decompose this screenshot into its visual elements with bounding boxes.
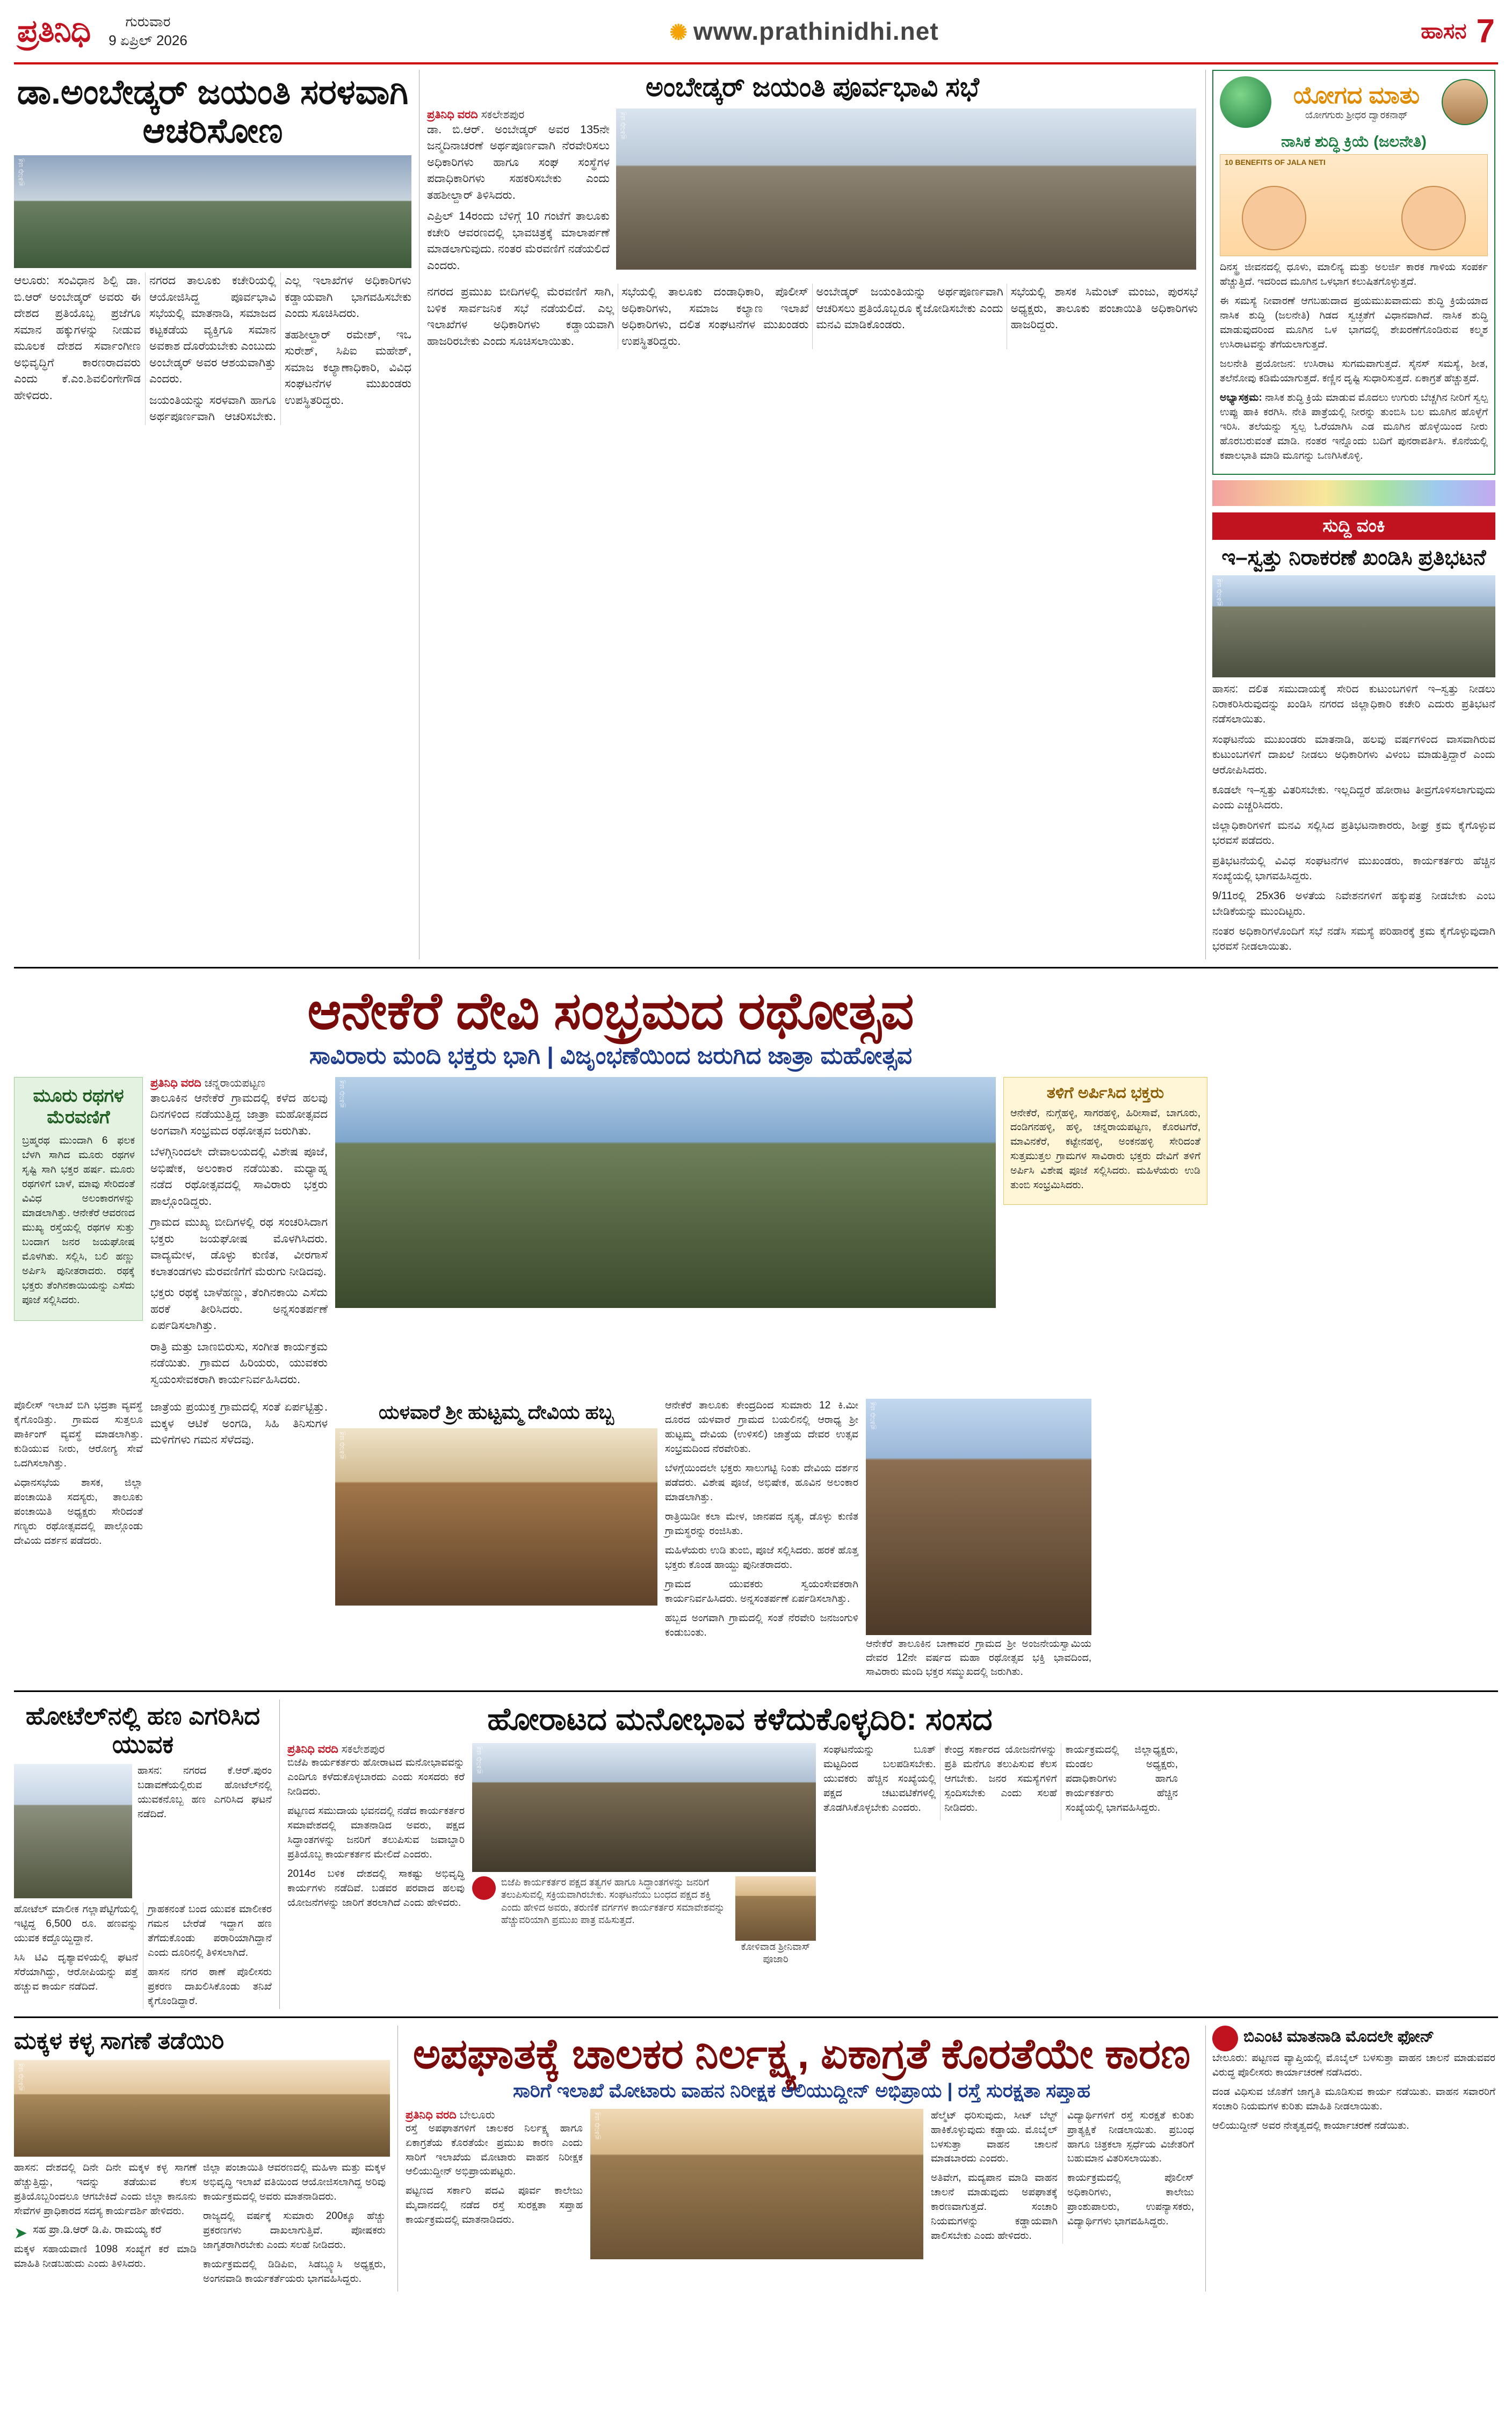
paragraph: ಕಾರ್ಯಕ್ರಮದಲ್ಲಿ ಜಿಲ್ಲಾಧ್ಯಕ್ಷರು, ಮಂಡಲ ಅಧ್ಯಕ್ಷರು, ಪದಾಧಿಕಾರಿಗಳು ಹಾಗೂ ಕಾರ್ಯಕರ್ತರು ಹೆಚ್ಚಿನ ಸಂಖ್ಯೆಯಲ್ಲಿ ಭಾಗವಹಿಸಿದ್ದರು.: [1065, 1744, 1178, 1813]
photo-credit: ಪ್ರತಿನಿಧಿ ಚಿತ್ರ: [337, 1432, 345, 1459]
paragraph: ಹಾಸನ ನಗರ ಠಾಣೆ ಪೊಲೀಸರು ಪ್ರಕರಣ ದಾಖಲಿಸಿಕೊಂಡು ತನಿಖೆ ಕೈಗೊಂಡಿದ್ದಾರೆ.: [148, 1966, 272, 2007]
paragraph: ಬೆಳಗ್ಗೆಯಿಂದಲೇ ಭಕ್ತರು ಸಾಲುಗಟ್ಟಿ ನಿಂತು ದೇವಿಯ ದರ್ಶನ ಪಡೆದರು. ವಿಶೇಷ ಪೂಜೆ, ಅಭಿಷೇಕ, ಹೂವಿನ ಅಲಂಕಾರ ಮಾಡಲಾಗಿತ್ತು.: [665, 1463, 858, 1503]
story1-body: [14, 272, 411, 425]
sudhi-body: [1212, 682, 1495, 955]
face-illustration-icon: [1242, 186, 1306, 250]
paragraph: ತಹಶೀಲ್ದಾರ್ ರಮೇಶ್, ಇಒ ಸುರೇಶ್, ಸಿಪಿಐ ಮಹೇಶ್, ಸಮಾಜ ಕಲ್ಯಾಣಾಧಿಕಾರಿ, ವಿವಿಧ ಸಂಘಟನೆಗಳ ಮುಖಂಡರು ಉಪಸ್ಥಿತರಿದ್ದರು.: [285, 328, 411, 407]
date: 9 ಏಪ್ರಿಲ್ 2026: [108, 32, 187, 48]
guru-avatar: [1442, 79, 1488, 125]
middle-section: [14, 1700, 1498, 2009]
paragraph: 2014ರ ಬಳಿಕ ದೇಶದಲ್ಲಿ ಸಾಕಷ್ಟು ಅಭಿವೃದ್ಧಿ ಕಾರ್ಯಗಳು ನಡೆದಿವೆ. ಬಡವರ ಪರವಾದ ಹಲವು ಯೋಜನೆಗಳನ್ನು ಜಾರಿಗೆ ತರಲಾಗಿದೆ ಎಂದು ಹೇಳಿದರು.: [287, 1868, 465, 1908]
tower-photo-caption: ಆನೇಕೆರೆ ತಾಲೂಕಿನ ಬಾಣಾವರ ಗ್ರಾಮದ ಶ್ರೀ ಅಂಜನೇಯಸ್ವಾಮಿಯ ದೇವರ 12ನೇ ವರ್ಷದ ಮಹಾ ರಥೋತ್ಸವ ಭಕ್ತಿ ಭಾವದಿಂದ, ಸಾವಿರಾರು ಮಂದಿ ಭಕ್ತರ ಸಮ್ಮುಖದಲ್ಲಿ ಜರುಗಿತು.: [866, 1638, 1091, 1678]
hotel-headline: ಹೋಟೆಲ್‌ನಲ್ಲಿ ಹಣ ಎಗರಿಸಿದ ಯುವಕ: [25, 1702, 261, 1759]
paragraph: ಕೂಡಲೇ ಇ–ಸ್ವತ್ತು ವಿತರಿಸಬೇಕು. ಇಲ್ಲದಿದ್ದರೆ ಹೋರಾಟ ತೀವ್ರಗೊಳಿಸಲಾಗುವುದು ಎಂದು ಎಚ್ಚರಿಸಿದರು.: [1212, 784, 1495, 812]
paragraph: ಸಂಘಟನೆಯ ಮುಖಂಡರು ಮಾತನಾಡಿ, ಹಲವು ವರ್ಷಗಳಿಂದ ವಾಸವಾಗಿರುವ ಕುಟುಂಬಗಳಿಗೆ ದಾಖಲೆ ನೀಡಲು ಅಧಿಕಾರಿಗಳು ವಿಳಂಬ ಮಾಡುತ್ತಿದ್ದಾರೆ ಎಂದು ಆರೋಪಿಸಿದರು.: [1212, 733, 1495, 776]
paragraph: ಜಯಂತಿಯನ್ನು ಸರಳವಾಗಿ ಹಾಗೂ ಅರ್ಥಪೂರ್ಣವಾಗಿ ಆಚರಿಸಬೇಕು. ಎಲ್ಲ ಇಲಾಖೆಗಳ ಅಧಿಕಾರಿಗಳು ಕಡ್ಡಾಯವಾಗಿ ಭಾಗವಹಿಸಬೇಕು ಎಂದು ಸೂಚಿಸಿದರು.: [149, 274, 411, 423]
yoga-subtitle: ಯೋಗಗುರು ಶ್ರೀಧರ ದ್ವಾರಕನಾಥ್: [1305, 109, 1408, 120]
byline-label: ಪ್ರತಿನಿಧಿ ವರದಿ: [406, 2108, 457, 2121]
story-hotel: [14, 1700, 272, 2009]
paragraph: ನಗರದ ತಾಲೂಕು ಕಚೇರಿಯಲ್ಲಿ ಆಯೋಜಿಸಿದ್ದ ಪೂರ್ವಭಾವಿ ಸಭೆಯಲ್ಲಿ ಮಾತನಾಡಿ, ಸಮಾಜದ ಕಟ್ಟಕಡೆಯ ವ್ಯಕ್ತಿಗೂ ಸಮಾನ ಅವಕಾಶ ದೊರೆಯಬೇಕು ಎಂಬುದು ಅಂಬೇಡ್ಕರ್ ಅವರ ಆಶಯವಾಗಿತ್ತು ಎಂದರು.: [149, 274, 276, 386]
lead-continued-col-2: [150, 1399, 328, 1453]
paragraph: ಸಿಸಿ ಟಿವಿ ದೃಶ್ಯಾವಳಿಯಲ್ಲಿ ಘಟನೆ ಸೆರೆಯಾಗಿದ್ದು, ಆರೋಪಿಯನ್ನು ಪತ್ತೆ ಹಚ್ಚುವ ಕಾರ್ಯ ನಡೆದಿದೆ.: [14, 1951, 138, 1992]
paragraph: ಗ್ರಾಮದ ಯುವಕರು ಸ್ವಯಂಸೇವಕರಾಗಿ ಕಾರ್ಯನಿರ್ವಹಿಸಿದರು. ಅನ್ನಸಂತರ್ಪಣೆ ಏರ್ಪಡಿಸಲಾಗಿತ್ತು.: [665, 1578, 858, 1604]
apaghata-body: [931, 2109, 1194, 2244]
paragraph: ಹಬ್ಬದ ಅಂಗವಾಗಿ ಗ್ರಾಮದಲ್ಲಿ ಸಂತೆ ನೆರವೇರಿ ಜನಜಂಗುಳಿ ಕಂಡುಬಂತು.: [665, 1612, 858, 1638]
section-divider-2: [14, 1690, 1498, 1692]
paragraph: ಭಕ್ತರು ರಥಕ್ಕೆ ಬಾಳೆಹಣ್ಣು, ತೆಂಗಿನಕಾಯಿ ಎಸೆದು ಹರಕೆ ತೀರಿಸಿದರು. ಅನ್ನಸಂತರ್ಪಣೆ ಏರ್ಪಡಿಸಲಾಗಿತ್ತು.: [150, 1286, 328, 1332]
paragraph: ಕಾರ್ಯಕ್ರಮದಲ್ಲಿ ಡಿಡಿಪಿಐ, ಸಿಡಬ್ಲ್ಯೂಸಿ ಅಧ್ಯಕ್ಷರು, ಅಂಗನವಾಡಿ ಕಾರ್ಯಕರ್ತೆಯರು ಭಾಗವಹಿಸಿದ್ದರು.: [203, 2259, 386, 2285]
paragraph: ಪಟ್ಟಣದ ಸಮುದಾಯ ಭವನದಲ್ಲಿ ನಡೆದ ಕಾರ್ಯಕರ್ತರ ಸಮಾವೇಶದಲ್ಲಿ ಮಾತನಾಡಿದ ಅವರು, ಪಕ್ಷದ ಸಿದ್ಧಾಂತಗಳನ್ನು ಜನರಿಗೆ ತಲುಪಿಸುವ ಜವಾಬ್ದಾರಿ ಪ್ರತಿಯೊಬ್ಬ ಕಾರ್ಯಕರ್ತನ ಮೇಲಿದೆ ಎಂದರು.: [287, 1805, 465, 1860]
decorative-people-strip: [1212, 480, 1495, 506]
paragraph: ಹೋಟೆಲ್ ಮಾಲೀಕ ಗಲ್ಲಾಪೆಟ್ಟಿಗೆಯಲ್ಲಿ ಇಟ್ಟಿದ್ದ 6,500 ರೂ. ಹಣವನ್ನು ಯುವಕ ಕದ್ದೊಯ್ದಿದ್ದಾನೆ.: [14, 1903, 138, 1944]
publication-logo: ಪ್ರತಿನಿಧಿ: [17, 13, 91, 48]
paragraph: ಜಲನೇತಿ ಪ್ರಯೋಜನ: ಉಸಿರಾಟ ಸುಗಮವಾಗುತ್ತದೆ. ಸೈನಸ್ ಸಮಸ್ಯೆ, ಶೀತ, ತಲೆನೋವು ಕಡಿಮೆಯಾಗುತ್ತದೆ. ಕಣ್ಣಿನ ದೃಷ್ಟಿ ಸುಧಾರಿಸುತ್ತದೆ. ಏಕಾಗ್ರತೆ ಹೆಚ್ಚುತ್ತದೆ.: [1220, 358, 1488, 384]
yoga-panel: [1212, 70, 1495, 475]
lead-left-rail: [14, 1077, 143, 1321]
paragraph: ಪೊಲೀಸ್ ಇಲಾಖೆ ಬಿಗಿ ಭದ್ರತಾ ವ್ಯವಸ್ಥೆ ಕೈಗೊಂಡಿತ್ತು. ಗ್ರಾಮದ ಸುತ್ತಲೂ ಪಾರ್ಕಿಂಗ್ ವ್ಯವಸ್ಥೆ ಮಾಡಲಾಗಿತ್ತು. ಕುಡಿಯುವ ನೀರು, ಆರೋಗ್ಯ ಸೇವೆ ಒದಗಿಸಲಾಗಿತ್ತು.: [14, 1400, 143, 1470]
paragraph: ರಾತ್ರಿಯಿಡೀ ಕಲಾ ಮೇಳ, ಜಾನಪದ ನೃತ್ಯ, ಡೊಳ್ಳು ಕುಣಿತ ಗ್ರಾಮಸ್ಥರನ್ನು ರಂಜಿಸಿತು.: [665, 1511, 858, 1537]
paragraph: ರಸ್ತೆ ಅಪಘಾತಗಳಿಗೆ ಚಾಲಕರ ನಿರ್ಲಕ್ಷ್ಯ ಹಾಗೂ ಏಕಾಗ್ರತೆಯ ಕೊರತೆಯೇ ಪ್ರಮುಖ ಕಾರಣ ಎಂದು ಸಾರಿಗೆ ಇಲಾಖೆಯ ಮೋಟಾರು ವಾಹನ ನಿರೀಕ್ಷಕ ಆಲಿಯುದ್ದೀನ್ ಅಭಿಪ್ರಾಯಪಟ್ಟರು.: [406, 2122, 583, 2178]
right-rail: [1205, 70, 1495, 959]
yoga-section-text: ನಾಸಿಕ ಶುದ್ಧಿ ಕ್ರಿಯೆ ಮಾಡುವ ಮೊದಲು ಉಗುರು ಬೆಚ್ಚಗಿನ ನೀರಿಗೆ ಸ್ವಲ್ಪ ಉಪ್ಪು ಹಾಕಿ ಕರಗಿಸಿ. ನೇತಿ ಪಾತ್ರೆಯಲ್ಲಿ ನೀರನ್ನು ತುಂಬಿಸಿ ಬಲ ಮೂಗಿನ ಹೊಳ್ಳೆಗೆ ಇರಿಸಿ. ತಲೆಯನ್ನು ಸ್ವಲ್ಪ ಓರೆಯಾಗಿಸಿ ಎಡ ಮೂಗಿನ ಹೊಳ್ಳೆಯಿಂದ ನೀರು ಹೊರಬರುವಂತೆ ಮಾಡಿ. ನಂತರ ಇನ್ನೊಂದು ಬದಿಗೆ ಪುನರಾವರ್ತಿಸಿ. ಕೊನೆಯಲ್ಲಿ ಕಪಾಲಭಾತಿ ಮಾಡಿ ಮೂಗನ್ನು ಒಣಗಿಸಿಕೊಳ್ಳಿ.: [1220, 392, 1488, 461]
byline-label: ಪ್ರತಿನಿಧಿ ವರದಿ: [150, 1076, 201, 1089]
horata-inset-caption: ಬಿಜೆಪಿ ಕಾರ್ಯಕರ್ತರ ಪಕ್ಷದ ತತ್ವಗಳ ಹಾಗೂ ಸಿದ್ಧಾಂತಗಳನ್ನು ಜನರಿಗೆ ತಲುಪಿಸುವಲ್ಲಿ ಸಕ್ರಿಯವಾಗಿರಬೇಕು. ಸಂಘಟನೆಯು ಬಂಧದ ಪಕ್ಷದ ಶಕ್ತಿ ಎಂದು ಹೇಳಿದ ಅವರು, ತರುಣಿಕೆ ವರ್ಗಗಳ ಕಾರ್ಯಕರ್ತರ ಸಮಾವೇಶವನ್ನು ಹೆಚ್ಚುವರಿಯಾಗಿ ಪ್ರಮುಖ ಪಾತ್ರ ವಹಿಸುತ್ತದೆ.: [501, 1876, 725, 1926]
paragraph: ಸಭೆಯಲ್ಲಿ ಶಾಸಕ ಸಿಮೆಂಟ್ ಮಂಜು, ಪುರಸಭೆ ಅಧ್ಯಕ್ಷರು, ತಾಲೂಕು ಪಂಚಾಯಿತಿ ಅಧಿಕಾರಿಗಳು ಹಾಜರಿದ್ದರು.: [1010, 285, 1198, 331]
paragraph: ಕೇಂದ್ರ ಸರ್ಕಾರದ ಯೋಜನೆಗಳನ್ನು ಪ್ರತಿ ಮನೆಗೂ ತಲುಪಿಸುವ ಕೆಲಸ ಆಗಬೇಕು. ಜನರ ಸಮಸ್ಯೆಗಳಿಗೆ ಸ್ಪಂದಿಸಬೇಕು ಎಂದು ಸಲಹೆ ನೀಡಿದರು.: [944, 1744, 1057, 1813]
top-section: [14, 70, 1498, 959]
yalavara-story: [335, 1399, 657, 1606]
apaghata-headline: ಅಪಘಾತಕ್ಕೆ ಚಾಲಕರ ನಿರ್ಲಕ್ಷ್ಯ, ಏಕಾಗ್ರತೆ ಕೊರತೆಯೇ ಕಾರಣ: [413, 2029, 1191, 2077]
paragraph: ಹಾಸನ: ದೇಶದಲ್ಲಿ ದಿನೇ ದಿನೇ ಮಕ್ಕಳ ಕಳ್ಳ ಸಾಗಣೆ ಹೆಚ್ಚುತ್ತಿದ್ದು, ಇದನ್ನು ತಡೆಯುವ ಕೆಲಸ ಪ್ರತಿಯೊಬ್ಬರಿಂದಲೂ ಆಗಬೇಕಿದೆ ಎಂದು ಜಿಲ್ಲಾ ಕಾನೂನು ಸೇವೆಗಳ ಪ್ರಾಧಿಕಾರದ ಸದಸ್ಯ ಕಾರ್ಯದರ್ಶಿ ಹೇಳಿದರು.: [14, 2162, 197, 2217]
photo-credit: ಪ್ರತಿನಿಧಿ ಚಿತ್ರ: [474, 1746, 482, 1774]
lotus-icon: [472, 1876, 496, 1900]
paragraph: ಮಹಿಳೆಯರು ಉಡಿ ತುಂಬಿ, ಪೂಜೆ ಸಲ್ಲಿಸಿದರು. ಹರಕೆ ಹೊತ್ತ ಭಕ್ತರು ಕೊಂಡ ಹಾಯ್ದು ಪುನೀತರಾದರು.: [665, 1545, 858, 1571]
lead-main-photo: [335, 1077, 996, 1308]
horata-byline: [287, 1743, 465, 1756]
story1-photo: [14, 155, 411, 268]
story1-headline: ಡಾ.ಅಂಬೇಡ್ಕರ್ ಜಯಂತಿ ಸರಳವಾಗಿ ಆಚರಿಸೋಣ: [17, 73, 409, 150]
right-rail-spacer-2: [1200, 1700, 1490, 2009]
tower-photo-block: [866, 1399, 1091, 1683]
story-makkala: [14, 2026, 390, 2291]
photo-credit: ಪ್ರತಿನಿಧಿ ಚಿತ್ರ: [16, 158, 24, 186]
section-divider: [14, 967, 1498, 968]
paragraph: ರಾತ್ರಿ ಮತ್ತು ಬಾಣಬಿರುಸು, ಸಂಗೀತ ಕಾರ್ಯಕ್ರಮ ನಡೆಯಿತು. ಗ್ರಾಮದ ಹಿರಿಯರು, ಯುವಕರು ಸ್ವಯಂಸೇವಕರಾಗಿ ಕಾರ್ಯನಿರ್ವಹಿಸಿದರು.: [150, 1340, 328, 1386]
story2-headline: ಅಂಬೇಡ್ಕರ್ ಜಯಂತಿ ಪೂರ್ವಭಾವಿ ಸಭೆ: [646, 72, 979, 102]
lead-text-col-1: [150, 1077, 328, 1393]
paragraph: ಆನೇಕೆರೆ ತಾಲೂಕು ಕೇಂದ್ರದಿಂದ ಸುಮಾರು 12 ಕಿ.ಮೀ ದೂರದ ಯಳವಾರೆ ಗ್ರಾಮದ ಬಯಲಿನಲ್ಲಿ ಆರಾಧ್ಯ ಶ್ರೀ ಹುಟ್ಟಮ್ಮ ದೇವಿಯ (ಉಳಿಸಲಿ) ಜಾತ್ರೆಯ ದೇವರ ಉತ್ಸವ ಸಂಭ್ರಮದಿಂದ ನೆರವೇರಿತು.: [665, 1400, 858, 1455]
lead-subhead: ಸಾವಿರಾರು ಮಂದಿ ಭಕ್ತರು ಭಾಗಿ | ವಿಜೃಂಭಣೆಯಿಂದ ಜರುಗಿದ ಜಾತ್ರಾ ಮಹೋತ್ಸವ: [309, 1042, 913, 1069]
paragraph: ಬೆಳಗ್ಗಿನಿಂದಲೇ ದೇವಾಲಯದಲ್ಲಿ ವಿಶೇಷ ಪೂಜೆ, ಅಭಿಷೇಕ, ಅಲಂಕಾರ ನಡೆಯಿತು. ಮಧ್ಯಾಹ್ನ ನಡೆದ ರಥೋತ್ಸವದಲ್ಲಿ ಸಾವಿರಾರು ಭಕ್ತರು ಪಾಲ್ಗೊಂಡಿದ್ದರು.: [150, 1145, 328, 1208]
paragraph: ಮಕ್ಕಳ ಸಹಾಯವಾಣಿ 1098 ಸಂಖ್ಯೆಗೆ ಕರೆ ಮಾಡಿ ಮಾಹಿತಿ ನೀಡಬಹುದು ಎಂದು ತಿಳಿಸಿದರು.: [14, 2244, 197, 2270]
story2-photo: [616, 109, 1196, 270]
page-number: 7: [1476, 12, 1495, 50]
lead-photo-wrap: [335, 1077, 996, 1308]
paragraph: ಹಾಸನ: ನಗರದ ಕೆ.ಆರ್.ಪುರಂ ಬಡಾವಣೆಯಲ್ಲಿರುವ ಹೋಟೆಲ್‌ನಲ್ಲಿ ಯುವಕನೊಬ್ಬ ಹಣ ಎಗರಿಸಿದ ಘಟನೆ ನಡೆದಿದೆ.: [138, 1765, 272, 1820]
bottom-section: [14, 2026, 1498, 2291]
yellow-box-title: ತಳಿಗೆ ಅರ್ಪಿಸಿದ ಭಕ್ತರು: [1046, 1083, 1164, 1102]
byline-place: ಚನ್ನರಾಯಪಟ್ಟಣ: [204, 1076, 266, 1089]
right-bottom-headline: ಬಿಎಂಟಿ ಮಾತನಾಡಿ ಮೊದಲೇ ಫೋನ್: [1243, 2027, 1435, 2045]
lead-section: [14, 976, 1498, 1683]
paragraph: ವಿದ್ಯಾರ್ಥಿಗಳಿಗೆ ರಸ್ತೆ ಸುರಕ್ಷತೆ ಕುರಿತು ಪ್ರಾತ್ಯಕ್ಷಿಕೆ ನೀಡಲಾಯಿತು. ಪ್ರಬಂಧ ಹಾಗೂ ಚಿತ್ರಕಲಾ ಸ್ಪರ್ಧೆಯ ವಿಜೇತರಿಗೆ ಬಹುಮಾನ ವಿತರಿಸಲಾಯಿತು.: [1067, 2109, 1194, 2165]
apaghata-photo: [590, 2109, 923, 2259]
hotel-photo: [14, 1764, 132, 1898]
horata-photo: [472, 1743, 816, 1872]
sun-icon: ✺: [669, 21, 688, 45]
yoga-header: [1220, 76, 1488, 128]
story2-byline: [427, 109, 610, 121]
paragraph: ಸಂಘಟನೆಯನ್ನು ಬೂತ್ ಮಟ್ಟದಿಂದ ಬಲಪಡಿಸಬೇಕು. ಯುವಕರು ಹೆಚ್ಚಿನ ಸಂಖ್ಯೆಯಲ್ಲಿ ಪಕ್ಷದ ಚಟುವಟಿಕೆಗಳಲ್ಲಿ ತೊಡಗಿಸಿಕೊಳ್ಳಬೇಕು ಎಂದರು.: [823, 1744, 936, 1813]
yoga-illustration-label: 10 BENEFITS OF JALA NETI: [1225, 158, 1326, 167]
paragraph: ಗ್ರಾಹಕನಂತೆ ಬಂದ ಯುವಕ ಮಾಲೀಕರ ಗಮನ ಬೇರೆಡೆ ಇದ್ದಾಗ ಹಣ ತೆಗೆದುಕೊಂಡು ಪರಾರಿಯಾಗಿದ್ದಾನೆ ಎಂದು ದೂರಿನಲ್ಲಿ ತಿಳಿಸಲಾಗಿದೆ.: [148, 1903, 272, 1958]
photo-credit: ಪ್ರತಿನಿಧಿ ಚಿತ್ರ: [1214, 578, 1222, 606]
masthead: [14, 0, 1498, 64]
lead-continued-col: [14, 1399, 143, 1553]
apaghata-byline: [406, 2109, 583, 2122]
yoga-logo-icon: [1220, 76, 1271, 128]
edition-name: ಹಾಸನ: [1421, 19, 1467, 43]
arrow-icon: ➤: [14, 2224, 28, 2243]
lead-right-rail: [1003, 1077, 1207, 1205]
story-apaghata: [397, 2026, 1198, 2291]
hotel-body: [14, 1903, 272, 2009]
green-box-title: ಮೂರು ರಥಗಳ ಮೆರವಣಿಗೆ: [33, 1085, 124, 1128]
tower-photo: [866, 1399, 1091, 1635]
sudhi-headline: ಇ–ಸ್ವತ್ತು ನಿರಾಕರಣೆ ಖಂಡಿಸಿ ಪ್ರತಿಭಟನೆ: [1221, 545, 1486, 569]
right-rail-spacer: [1215, 976, 1498, 1683]
paragraph: ಆಲಿಯುದ್ದೀನ್ ಅವರ ನೇತೃತ್ವದಲ್ಲಿ ಕಾರ್ಯಾಚರಣೆ ನಡೆಯಿತು.: [1212, 2120, 1409, 2131]
lead-headline: ಆನೇಕೆರೆ ದೇವಿ ಸಂಭ್ರಮದ ರಥೋತ್ಸವ: [307, 982, 914, 1040]
makkala-headline: ಮಕ್ಕಳ ಕಳ್ಳ ಸಾಗಣೆ ತಡೆಯಿರಿ: [14, 2027, 225, 2054]
yoga-illustration: [1220, 154, 1488, 256]
lead-story: [14, 976, 1207, 1683]
photo-credit: ಪ್ರತಿನಿಧಿ ಚಿತ್ರ: [337, 1080, 345, 1108]
yellow-box-text: ಆನೇಕೆರೆ, ನುಗ್ಗೆಹಳ್ಳಿ, ಸಾಗರಹಳ್ಳಿ, ಹಿರೀಸಾವೆ, ಬಾಗೂರು, ದಂಡಿಗನಹಳ್ಳಿ, ಹಳ್ಳಿ, ಚನ್ನರಾಯಪಟ್ಟಣ, ಕೊರಟಗೆರೆ, ಮಾವಿನಕೆರೆ, ಕಟ್ಟೇನಹಳ್ಳಿ, ಅಂಕನಹಳ್ಳಿ ಸೇರಿದಂತೆ ಸುತ್ತಮುತ್ತಲ ಗ್ರಾಮಗಳ ಸಾವಿರಾರು ಭಕ್ತರು ದೇವಿಗೆ ತಳಿಗೆ ಅರ್ಪಿಸಿ ವಿಶೇಷ ಪೂಜೆ ಸಲ್ಲಿಸಿದರು. ಮಹಿಳೆಯರು ಉಡಿ ತುಂಬಿ ಸಂಭ್ರಮಿಸಿದರು.: [1010, 1107, 1200, 1191]
paragraph: ಈ ಸಮಸ್ಯೆ ನೀವಾರಣೆ ಆಗಬಹುದಾದ ಪ್ರಯಮುಖವಾದುದು ಶುದ್ಧಿ ಕ್ರಿಯೆಯಾದ ನಾಸಿಕ ಶುದ್ಧಿ (ಜಲನೇತಿ) ಗಿಡದ ಸ್ವಚ್ಛತೆಗೆ ವಿಧಾನವಾಗಿದೆ. ನಾಸಿಕ ಶುದ್ಧಿ ಮಾಡುವುದರಿಂದ ಮೂಗಿನ ಒಳ ಭಾಗದಲ್ಲಿ ಶೇಖರಣೆಗೊಂಡಿರುವ ಕಲ್ಮಶ ಉಸಿರಾಟವನ್ನು ತೆಗೆಯಲಾಗುತ್ತದೆ.: [1220, 295, 1488, 350]
makkala-note-text: ಸಹ ಪ್ರಾ.ಡಿ.ಆರ್ ಡಿ.ಪಿ. ರಾಮಯ್ಯ ಕರೆ: [33, 2224, 162, 2236]
horata-body: [823, 1743, 1178, 1820]
website-url-text: www.prathinidhi.net: [693, 17, 939, 45]
paragraph: ಅಂಬೇಡ್ಕರ್ ಜಯಂತಿಯನ್ನು ಅರ್ಥಪೂರ್ಣವಾಗಿ ಆಚರಿಸಲು ಪ್ರತಿಯೊಬ್ಬರೂ ಕೈಜೋಡಿಸಬೇಕು ಎಂದು ಮನವಿ ಮಾಡಿಕೊಂಡರು.: [816, 285, 1003, 331]
paragraph-with-heading: [1220, 391, 1488, 464]
paragraph: ಎಪ್ರಿಲ್ 14ರಂದು ಬೆಳಿಗ್ಗೆ 10 ಗಂಟೆಗೆ ತಾಲೂಕು ಕಚೇರಿ ಆವರಣದಲ್ಲಿ ಭಾವಚಿತ್ರಕ್ಕೆ ಮಾಲಾರ್ಪಣೆ ಮಾಡಲಾಗುವುದು. ನಂತರ ಮೆರವಣಿಗೆ ನಡೆಯಲಿದೆ ಎಂದರು.: [427, 209, 610, 272]
right-rail-bottom: [1205, 2026, 1495, 2291]
paragraph: ಹಾಸನ: ದಲಿತ ಸಮುದಾಯಕ್ಕೆ ಸೇರಿದ ಕುಟುಂಬಗಳಿಗೆ ಇ–ಸ್ವತ್ತು ನೀಡಲು ನಿರಾಕರಿಸಿರುವುದನ್ನು ಖಂಡಿಸಿ ನಗರದ ಜಿಲ್ಲಾಧಿಕಾರಿ ಕಚೇರಿ ಎದುರು ಪ್ರತಿಭಟನೆ ನಡೆಸಲಾಯಿತು.: [1212, 683, 1495, 726]
horata-headline: ಹೋರಾಟದ ಮನೋಭಾವ ಕಳೆದುಕೊಳ್ಳದಿರಿ: ಸಂಸದ: [487, 1702, 993, 1737]
byline-place: ಸಕಲೇಶಪುರ: [481, 108, 525, 121]
bullet-icon: [1212, 2026, 1238, 2051]
paragraph: ತಾಲೂಕಿನ ಆನೇಕೆರೆ ಗ್ರಾಮದಲ್ಲಿ ಕಳೆದ ಹಲವು ದಿನಗಳಿಂದ ನಡೆಯುತ್ತಿದ್ದ ಜಾತ್ರಾ ಮಹೋತ್ಸವದ ಅಂಗವಾಗಿ ಸಂಭ್ರಮದ ರಥೋತ್ಸವ ಜರುಗಿತು.: [150, 1091, 328, 1137]
photo-credit: ಪ್ರತಿನಿಧಿ ಚಿತ್ರ: [16, 2063, 24, 2091]
apaghata-subhead: ಸಾರಿಗೆ ಇಲಾಖೆ ಮೋಟಾರು ವಾಹನ ನಿರೀಕ್ಷಕ ಆಲಿಯುದ್ದೀನ್ ಅಭಿಪ್ರಾಯ | ರಸ್ತೆ ಸುರಕ್ಷತಾ ಸಪ್ತಾಹ: [512, 2079, 1091, 2101]
sudhi-band: ಸುದ್ದಿ ವಂಕಿ: [1212, 512, 1495, 540]
photo-credit: ಪ್ರತಿನಿಧಿ ಚಿತ್ರ: [618, 111, 626, 139]
yalavara-headline: ಯಳವಾರೆ ಶ್ರೀ ಹುಟ್ಟಮ್ಮ ದೇವಿಯ ಹಬ್ಬ: [379, 1401, 614, 1423]
story-ambedkar-meeting: [419, 70, 1198, 959]
paragraph: 9/11ರಲ್ಲಿ 25x36 ಅಳತೆಯ ನಿವೇಶನಗಳಿಗೆ ಹಕ್ಕುಪತ್ರ ನೀಡಬೇಕು ಎಂಬ ಬೇಡಿಕೆಯನ್ನು ಮುಂದಿಟ್ಟರು.: [1212, 890, 1495, 917]
byline-place: ಸಕಲೇಶಪುರ: [341, 1743, 385, 1755]
makkala-photo: [14, 2060, 390, 2157]
paragraph: ಬಿಜೆಪಿ ಕಾರ್ಯಕರ್ತರು ಹೋರಾಟದ ಮನೋಭಾವವನ್ನು ಎಂದಿಗೂ ಕಳೆದುಕೊಳ್ಳಬಾರದು ಎಂದು ಸಂಸದರು ಕರೆ ನೀಡಿದರು.: [287, 1756, 465, 1797]
weekday: ಗುರುವಾರ: [125, 13, 171, 30]
photo-credit: ಪ್ರತಿನಿಧಿ ಚಿತ್ರ: [868, 1402, 876, 1430]
website-url[interactable]: [187, 17, 1421, 46]
yoga-title: ಯೋಗದ ಮಾತು: [1293, 82, 1420, 109]
paragraph: ದಿನಸ್ಥ್ರ ಜೀವನದಲ್ಲಿ ಧೂಳು, ಮಾಲಿನ್ಯ ಮತ್ತು ಅಲರ್ಜಿ ಕಾರಕ ಗಾಳಿಯ ಸಂಪರ್ಕ ಹೆಚ್ಚುತ್ತಿದೆ. ಇದರಿಂದ ಮೂಗಿನ ಒಳಭಾಗ ಕಲುಷಿತಗೊಳ್ಳುತ್ತದೆ.: [1220, 262, 1488, 287]
paragraph: ಜಿಲ್ಲಾಧಿಕಾರಿಗಳಿಗೆ ಮನವಿ ಸಲ್ಲಿಸಿದ ಪ್ರತಿಭಟನಾಕಾರರು, ಶೀಘ್ರ ಕ್ರಮ ಕೈಗೊಳ್ಳುವ ಭರವಸೆ ಪಡೆದರು.: [1212, 819, 1495, 847]
yalavara-photo: [335, 1428, 657, 1606]
paragraph: ಪ್ರತಿಭಟನೆಯಲ್ಲಿ ವಿವಿಧ ಸಂಘಟನೆಗಳ ಮುಖಂಡರು, ಕಾರ್ಯಕರ್ತರು ಹೆಚ್ಚಿನ ಸಂಖ್ಯೆಯಲ್ಲಿ ಭಾಗವಹಿಸಿದ್ದರು.: [1212, 855, 1495, 882]
paragraph: ಅತಿವೇಗ, ಮದ್ಯಪಾನ ಮಾಡಿ ವಾಹನ ಚಾಲನೆ ಮಾಡುವುದು ಅಪಘಾತಕ್ಕೆ ಕಾರಣವಾಗುತ್ತದೆ. ಸಂಚಾರಿ ನಿಯಮಗಳನ್ನು ಕಡ್ಡಾಯವಾಗಿ ಪಾಲಿಸಬೇಕು ಎಂದು ಹೇಳಿದರು.: [931, 2172, 1058, 2242]
lead-second-row: [14, 1399, 1207, 1683]
yellow-highlight-box: [1003, 1077, 1207, 1205]
paragraph: ಪಟ್ಟಣದ ಸರ್ಕಾರಿ ಪದವಿ ಪೂರ್ವ ಕಾಲೇಜು ಮೈದಾನದಲ್ಲಿ ನಡೆದ ರಸ್ತೆ ಸುರಕ್ಷತಾ ಸಪ್ತಾಹ ಕಾರ್ಯಕ್ರಮದಲ್ಲಿ ಮಾತನಾಡಿದರು.: [406, 2185, 583, 2226]
story-horata: [279, 1700, 1192, 2009]
byline-label: ಪ್ರತಿನಿಧಿ ವರದಿ: [287, 1743, 338, 1755]
paragraph: ಬೇಲೂರು: ಪಟ್ಟಣದ ವ್ಯಾಪ್ತಿಯಲ್ಲಿ ಮೊಬೈಲ್ ಬಳಸುತ್ತಾ ವಾಹನ ಚಾಲನೆ ಮಾಡುವವರ ವಿರುದ್ಧ ಪೊಲೀಸರು ಕಾರ್ಯಾಚರಣೆ ನಡೆಸಿದರು.: [1212, 2052, 1495, 2078]
paragraph: ಗ್ರಾಮದ ಮುಖ್ಯ ಬೀದಿಗಳಲ್ಲಿ ರಥ ಸಂಚರಿಸಿದಾಗ ಭಕ್ತರು ಜಯಘೋಷ ಮೊಳಗಿಸಿದರು. ವಾದ್ಯಮೇಳ, ಡೊಳ್ಳು ಕುಣಿತ, ವೀರಗಾಸೆ ಕಲಾತಂಡಗಳು ಮೆರವಣಿಗೆಗೆ ಮೆರುಗು ನೀಡಿದವು.: [150, 1216, 328, 1278]
paragraph: ಡಾ. ಬಿ.ಆರ್. ಅಂಬೇಡ್ಕರ್ ಅವರ 135ನೇ ಜನ್ಮದಿನಾಚರಣೆ ಅರ್ಥಪೂರ್ಣವಾಗಿ ನೆರವೇರಿಸಲು ಅಧಿಕಾರಿಗಳು ಹಾಗೂ ಸಂಘ ಸಂಸ್ಥೆಗಳ ಪದಾಧಿಕಾರಿಗಳು ಸಹಕರಿಸಬೇಕು ಎಂದು ತಹಶೀಲ್ದಾರ್ ತಿಳಿಸಿದರು.: [427, 122, 610, 201]
yalavara-text: [665, 1399, 858, 1645]
lead-byline: [150, 1077, 328, 1090]
byline-label: ಪ್ರತಿನಿಧಿ ವರದಿ: [427, 108, 478, 121]
face-illustration-icon-2: [1401, 186, 1466, 250]
paragraph: ಜಿಲ್ಲಾ ಪಂಚಾಯಿತಿ ಆವರಣದಲ್ಲಿ ಮಹಿಳಾ ಮತ್ತು ಮಕ್ಕಳ ಅಭಿವೃದ್ಧಿ ಇಲಾಖೆ ವತಿಯಿಂದ ಆಯೋಜಿಸಲಾಗಿದ್ದ ಅರಿವು ಕಾರ್ಯಕ್ರಮದಲ್ಲಿ ಅವರು ಮಾತನಾಡಿದರು.: [203, 2162, 386, 2203]
byline-place: ಬೇಲೂರು: [459, 2108, 495, 2121]
paragraph: ಹೆಲ್ಮೆಟ್ ಧರಿಸುವುದು, ಸೀಟ್ ಬೆಲ್ಟ್ ಹಾಕಿಕೊಳ್ಳುವುದು ಕಡ್ಡಾಯ. ಮೊಬೈಲ್ ಬಳಸುತ್ತಾ ವಾಹನ ಚಾಲನೆ ಮಾಡಬಾರದು ಎಂದರು.: [931, 2109, 1058, 2165]
story2-body: [427, 284, 1198, 349]
green-box-text: ಬ್ರಹ್ಮರಥ ಮುಂದಾಗಿ 6 ಫಲಕ ಬೆಳಗಿ ಸಾಗಿದ ಮೂರು ರಥಗಳ ಸೃಷ್ಟಿ ಸಾಗಿ ಭಕ್ತರ ಹರ್ಷ. ಮೂರು ರಥಗಳಿಗೆ ಬಾಳೆ, ಮಾವು ಸೇರಿದಂತೆ ವಿವಿಧ ಅಲಂಕಾರಗಳನ್ನು ಮಾಡಲಾಗಿತ್ತು. ಆನೇಕೆರೆ ಆವರಣದ ಮುಖ್ಯ ರಸ್ತೆಯಲ್ಲಿ ರಥಗಳ ಸುತ್ತು ಬಂದಾಗ ಜನರ ಜಯಘೋಷ ಮೊಳಗಿತು. ಸಲ್ಲಿಸಿ, ಬಲಿ ಹಣ್ಣು ಅರ್ಪಿಸಿ ಪುನೀತರಾದರು. ರಥಕ್ಕೆ ಭಕ್ತರು ತೆಂಗಿನಕಾಯಿಯನ್ನು ಎಸೆದು ಪೂಜೆ ಸಲ್ಲಿಸಿದರು.: [22, 1135, 135, 1306]
leader-portrait: [735, 1876, 816, 1941]
makkala-note: [14, 2224, 197, 2243]
paragraph: ನಗರದ ಪ್ರಮುಖ ಬೀದಿಗಳಲ್ಲಿ ಮೆರವಣಿಗೆ ಸಾಗಿ, ಬಳಿಕ ಸಾರ್ವಜನಿಕ ಸಭೆ ನಡೆಯಲಿದೆ. ಎಲ್ಲ ಇಲಾಖೆಗಳ ಅಧಿಕಾರಿಗಳು ಕಡ್ಡಾಯವಾಗಿ ಹಾಜರಿರಬೇಕು ಎಂದು ಸೂಚಿಸಲಾಯಿತು.: [427, 285, 614, 348]
horata-photo-block: [472, 1743, 816, 1966]
paragraph: ವಿಧಾನಸಭೆಯ ಶಾಸಕ, ಜಿಲ್ಲಾ ಪಂಚಾಯಿತಿ ಸದಸ್ಯರು, ತಾಲೂಕು ಪಂಚಾಯಿತಿ ಅಧ್ಯಕ್ಷರು ಸೇರಿದಂತೆ ಗಣ್ಯರು ರಥೋತ್ಸವದಲ್ಲಿ ಪಾಲ್ಗೊಂಡು ದೇವಿಯ ದರ್ಶನ ಪಡೆದರು.: [14, 1477, 143, 1546]
section-divider-3: [14, 2016, 1498, 2018]
green-highlight-box: [14, 1077, 143, 1321]
paragraph: ಜಾತ್ರೆಯ ಪ್ರಯುಕ್ತ ಗ್ರಾಮದಲ್ಲಿ ಸಂತೆ ಏರ್ಪಟ್ಟಿತ್ತು. ಮಕ್ಕಳ ಆಟಿಕೆ ಅಂಗಡಿ, ಸಿಹಿ ತಿನಿಸುಗಳ ಮಳಿಗೆಗಳು ಗಮನ ಸೆಳೆದವು.: [150, 1400, 328, 1447]
yoga-topic: ನಾಸಿಕ ಶುದ್ಧಿ ಕ್ರಿಯೆ (ಜಲನೇತಿ): [1220, 133, 1488, 151]
sudhi-photo: [1212, 575, 1495, 677]
leader-name: ಕೋಳಿವಾಡ ಶ್ರೀನಿವಾಸ್ ಪೂಜಾರಿ: [741, 1941, 811, 1965]
photo-credit: ಪ್ರತಿನಿಧಿ ಚಿತ್ರ: [592, 2112, 601, 2139]
paragraph: ಆಲೂರು: ಸಂವಿಧಾನ ಶಿಲ್ಪಿ ಡಾ. ಬಿ.ಆರ್ ಅಂಬೇಡ್ಕರ್ ಅವರು ಈ ದೇಶದ ಪ್ರತಿಯೊಬ್ಬ ಪ್ರಜೆಗೂ ಸಮಾನ ಹಕ್ಕುಗಳನ್ನು ನೀಡುವ ಮೂಲಕ ದೇಶದ ಸರ್ವಾಂಗೀಣ ಅಭಿವೃದ್ಧಿಗೆ ಕಾರಣರಾದವರು ಎಂದು ಕೆ.ಎಂ.ಶಿವಲಿಂಗೇಗೌಡ ಹೇಳಿದರು.: [14, 274, 141, 402]
paragraph: ನಂತರ ಅಧಿಕಾರಿಗಳೊಂದಿಗೆ ಸಭೆ ನಡೆಸಿ ಸಮಸ್ಯೆ ಪರಿಹಾರಕ್ಕೆ ಕ್ರಮ ಕೈಗೊಳ್ಳುವುದಾಗಿ ಭರವಸೆ ನೀಡಲಾಯಿತು.: [1212, 926, 1495, 953]
yoga-section-heading: ಅಭ್ಯಾಸಕ್ರಮ:: [1220, 392, 1262, 403]
yoga-body: [1220, 261, 1488, 464]
horata-inset: [472, 1876, 816, 1966]
paragraph: ದಂಡ ವಿಧಿಸುವ ಜೊತೆಗೆ ಜಾಗೃತಿ ಮೂಡಿಸುವ ಕಾರ್ಯ ನಡೆಯಿತು. ವಾಹನ ಸವಾರರಿಗೆ ಸಂಚಾರಿ ನಿಯಮಗಳ ಕುರಿತು ಮಾಹಿತಿ ನೀಡಲಾಯಿತು.: [1212, 2086, 1495, 2112]
paragraph: ರಾಜ್ಯದಲ್ಲಿ ವರ್ಷಕ್ಕೆ ಸುಮಾರು 200ಕ್ಕೂ ಹೆಚ್ಚು ಪ್ರಕರಣಗಳು ದಾಖಲಾಗುತ್ತಿವೆ. ಪೋಷಕರು ಜಾಗೃತರಾಗಿರಬೇಕು ಎಂದು ಸಲಹೆ ನೀಡಿದರು.: [203, 2210, 386, 2251]
story-ambedkar-simple: [14, 70, 411, 959]
paragraph: ಕಾರ್ಯಕ್ರಮದಲ್ಲಿ ಪೊಲೀಸ್ ಅಧಿಕಾರಿಗಳು, ಕಾಲೇಜು ಪ್ರಾಂಶುಪಾಲರು, ಉಪನ್ಯಾಸಕರು, ವಿದ್ಯಾರ್ಥಿಗಳು ಭಾಗವಹಿಸಿದ್ದರು.: [1067, 2172, 1194, 2228]
paragraph: ಸಭೆಯಲ್ಲಿ ತಾಲೂಕು ದಂಡಾಧಿಕಾರಿ, ಪೊಲೀಸ್ ಅಧಿಕಾರಿಗಳು, ಸಮಾಜ ಕಲ್ಯಾಣ ಇಲಾಖೆ ಅಧಿಕಾರಿಗಳು, ದಲಿತ ಸಂಘಟನೆಗಳ ಮುಖಂಡರು ಉಪಸ್ಥಿತರಿದ್ದರು.: [621, 285, 809, 348]
issue-date: [108, 12, 187, 50]
